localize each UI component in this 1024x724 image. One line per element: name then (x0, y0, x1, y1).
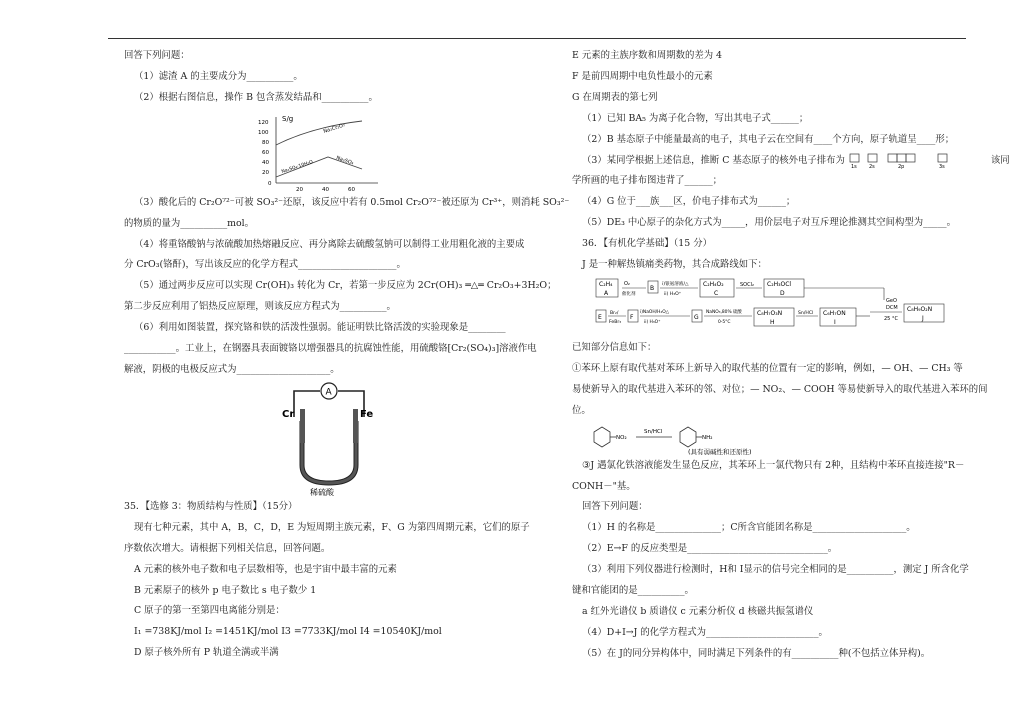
svg-text:25 °C: 25 °C (884, 315, 898, 322)
text-line: （5）DE₃ 中心原子的杂化方式为_____，用价层电子对互斥理论推测其空间构型为_____。 (582, 217, 956, 229)
text-line: （2）B 基态原子中能量最高的电子，其电子云在空间有____个方向，原子轨道呈____形； (582, 133, 955, 145)
text-line: （1）H 的名称是______________；C所含官能团名称是____________________。 (582, 522, 916, 534)
text-line: （4）D+I→J 的化学方程式为________________________。 (582, 626, 828, 638)
text-line: 已知部分信息如下： (572, 341, 657, 353)
text-line: I₁ =738KJ/mol I₂ =1451KJ/mol I3 =7733KJ/mol I4 =10540KJ/mol (134, 626, 442, 638)
text-line: （1）已知 BA₅ 为离子化合物，写出其电子式______； (582, 112, 809, 124)
compound-letter: A (604, 289, 609, 297)
chart-ylabel: S/g (282, 114, 294, 123)
tick-label: 40 (262, 159, 269, 166)
text-line: 的物质的量为__________mol。 (124, 217, 255, 229)
compound: C₂H₄ (599, 280, 613, 288)
solubility-chart-svg (252, 111, 392, 195)
svg-text:ii) H₃O⁺: ii) H₃O⁺ (644, 319, 661, 325)
text-line: E 元素的主族序数和周期数的差为 4 (572, 50, 723, 61)
orbital-label: 1s (850, 164, 857, 171)
svg-text:NaNO₃,80% 硫酸: NaNO₃,80% 硫酸 (706, 309, 742, 315)
section-heading: 36．【有机化学基础】（15 分） (582, 238, 712, 250)
text-line: G 在周期表的第七列 (572, 91, 658, 103)
text-line: （3）酸化后的 Cr₂O⁷²⁻可被 SO₃²⁻还原，该反应中若有 0.5mol Cr₂O⁷²⁻被还原为 Cr³⁺，则消耗 SO₃²⁻ (134, 196, 570, 208)
text-line: （4）将重铬酸钠与浓硫酸加热熔融反应、再分离除去硫酸氢钠可以制得工业用粗化液的主要成 (134, 238, 525, 250)
curve-label: Na₂Cr₂O₇ (322, 122, 346, 135)
electrode-label: Fe (360, 408, 374, 420)
solubility-chart (124, 109, 534, 193)
svg-text:ii) H₃O⁺: ii) H₃O⁺ (664, 291, 682, 297)
curve-na2cr2o7 (276, 121, 362, 145)
orbital-line: （3）某同学根据上述信息，推断 C 基态原子的核外电子排布为 1s 2s 2p 3s 该同 (572, 151, 964, 172)
curve-label: Na₂SO₄ (335, 154, 355, 167)
tick-label: 60 (348, 186, 355, 193)
text-line: 学所画的电子排布图违背了______； (572, 175, 723, 187)
compound: C₂H₄O₂ (703, 280, 724, 288)
text-line: 序数依次增大。请根据下列相关信息，回答问题。 (124, 542, 331, 554)
tick-label: 20 (296, 186, 303, 193)
text-line: 现有七种元素，其中 A，B，C，D，E 为短周期主族元素，F、G 为第四周期元素，它们的原子 (134, 521, 530, 533)
text-line: a 红外光谱仪 b 质谱仪 c 元素分析仪 d 核磁共振氢谱仪 (582, 605, 814, 617)
solution-label: 稀硫酸 (310, 487, 334, 497)
text-line: B 元素原子的核外 p 电子数比 s 电子数少 1 (134, 584, 317, 596)
svg-text:(具有弱碱性和还原性): (具有弱碱性和还原性) (688, 447, 752, 456)
compound-letter: D (780, 289, 785, 297)
text-line: 键和官能团的是__________。 (572, 585, 694, 597)
text-line: C 原子的第一至第四电离能分别是： (134, 605, 285, 617)
ammeter-label: A (325, 387, 332, 398)
svg-text:Sn/HCl: Sn/HCl (798, 310, 814, 316)
orbital-label: 2p (897, 164, 905, 171)
text-line: A 元素的核外电子数和电子层数相等，也是宇宙中最丰富的元素 (134, 563, 397, 575)
text-line: 易使新导入的取代基进入苯环的邻、对位；— NO₂、— COOH 等易使新导入的取代基进入苯环的间 (572, 383, 988, 395)
svg-text:O₂: O₂ (624, 280, 630, 287)
synthesis-scheme (572, 276, 964, 338)
nitro-reduction (572, 422, 964, 456)
text-line: 回答下列问题： (582, 501, 648, 513)
compound: C₆H₇ON (823, 309, 846, 317)
text-line: （4）G 位于___族___区，价电子排布式为______； (582, 196, 796, 208)
compound-letter: C (714, 289, 719, 297)
text-line: D 原子核外所有 P 轨道全满或半满 (134, 647, 279, 659)
text-line: （5）在 J的同分异构体中，同时满足下列条件的有__________种(不包括立体异构)。 (582, 647, 931, 659)
compound: E (598, 313, 602, 321)
tick-label: 100 (258, 129, 269, 136)
header-rule (108, 38, 966, 39)
text-line: F 是前四周期中电负性最小的元素 (572, 70, 713, 82)
tick-label: 80 (262, 139, 269, 146)
compound-letter: I (834, 318, 836, 326)
compound: F (630, 313, 634, 321)
tick-label: 0 (268, 180, 272, 187)
svg-text:FeBr₃: FeBr₃ (609, 319, 622, 325)
fe-electrode (353, 409, 358, 443)
orbital-label: 3s (938, 164, 945, 171)
text-line: ③J 遇氯化铁溶液能发生显色反应，其苯环上一氯代物只有 2种，且结构中苯环直接连接"R－ (582, 459, 965, 471)
text-line: 第二步反应利用了铝热反应原理，则该反应方程式为__________。 (124, 301, 396, 313)
text-line: J 是一种解热镇痛类药物，其合成路线如下： (582, 259, 767, 271)
svg-text:Br₂/: Br₂/ (610, 310, 619, 316)
synthesis-scheme-svg (572, 276, 964, 338)
text-line: CONH－"基。 (572, 480, 636, 492)
compound: C₈H₇O₃N (757, 309, 783, 317)
tick-label: 60 (262, 149, 269, 156)
compound-letter: J (922, 314, 924, 322)
text-line: 回答下列问题： (124, 50, 190, 61)
text-line: （6）利用如图装置，探究铬和铁的活泼性强弱。能证明铁比铬活泼的实验现象是________ (134, 322, 506, 334)
apparatus-svg (272, 381, 382, 497)
svg-text:DCM: DCM (886, 304, 898, 311)
compound: B (650, 284, 655, 292)
svg-text:SOCl₂: SOCl₂ (740, 281, 754, 288)
compound: G (694, 313, 699, 321)
text-line: ___________。工业上，在钢器具表面镀铬以增强器具的抗腐蚀性能，用硫酸铬[Cr₂(SO₄)₃]溶液作电 (124, 343, 537, 355)
text-line: 分 CrO₃(铬酐)，写出该反应的化学方程式_____________________。 (124, 259, 406, 271)
electrode-label: Cr (282, 408, 295, 420)
orbital-label: 2s (868, 164, 875, 171)
svg-text:Sn/HCl: Sn/HCl (644, 428, 663, 435)
text-line: 位。 (572, 404, 591, 416)
svg-text:i)NaOH/H₂O△: i)NaOH/H₂O△ (640, 309, 670, 315)
svg-text:GeO: GeO (886, 297, 897, 304)
tick-label: 40 (322, 186, 329, 193)
svg-text:0-5°C: 0-5°C (718, 319, 731, 325)
text-line: （2）根据右图信息，操作 B 包含蒸发结晶和__________。 (134, 91, 378, 103)
svg-text:i)银氨溶液/△: i)银氨溶液/△ (662, 281, 689, 287)
electrolysis-apparatus (124, 381, 534, 497)
section-heading: 35．【选修 3：物质结构与性质】（15分） (124, 500, 298, 512)
text-line: （2）E→F 的反应类型是______________________________。 (582, 543, 838, 555)
tick-label: 120 (258, 119, 269, 126)
left-column (124, 46, 570, 664)
curve-label: Na₂SO₄·10H₂O (281, 159, 314, 175)
cr-electrode (300, 409, 305, 443)
svg-text:催化剂: 催化剂 (622, 291, 636, 297)
svg-text:NO₂: NO₂ (616, 434, 627, 441)
compound: C₈H₉O₂N (907, 305, 933, 313)
tick-label: 20 (262, 169, 269, 176)
text-line: （1）滤渣 A 的主要成分为__________。 (134, 70, 303, 82)
right-column (572, 46, 1010, 665)
compound-letter: H (770, 318, 775, 326)
text-line: （5）通过两步反应可以实现 Cr(OH)₃ 转化为 Cr，若第一步反应为 2Cr(OH)₃ ═△═ Cr₂O₃+3H₂O； (134, 280, 557, 292)
text-line: ①苯环上原有取代基对苯环上新导入的取代基的位置有一定的影响，例如，— OH、— CH₃ 等 (572, 362, 963, 374)
orbital-diagram (848, 152, 988, 171)
svg-text:NH₂: NH₂ (702, 434, 713, 441)
text-line: 解液，阴极的电极反应式为____________________。 (124, 363, 340, 375)
text-line: （3）利用下列仪器进行检测时，H和 I显示的信号完全相同的是__________，测定 J 所含化学 (582, 564, 969, 576)
nitro-reduction-svg (572, 422, 872, 456)
compound: C₂H₃OCl (767, 280, 792, 288)
